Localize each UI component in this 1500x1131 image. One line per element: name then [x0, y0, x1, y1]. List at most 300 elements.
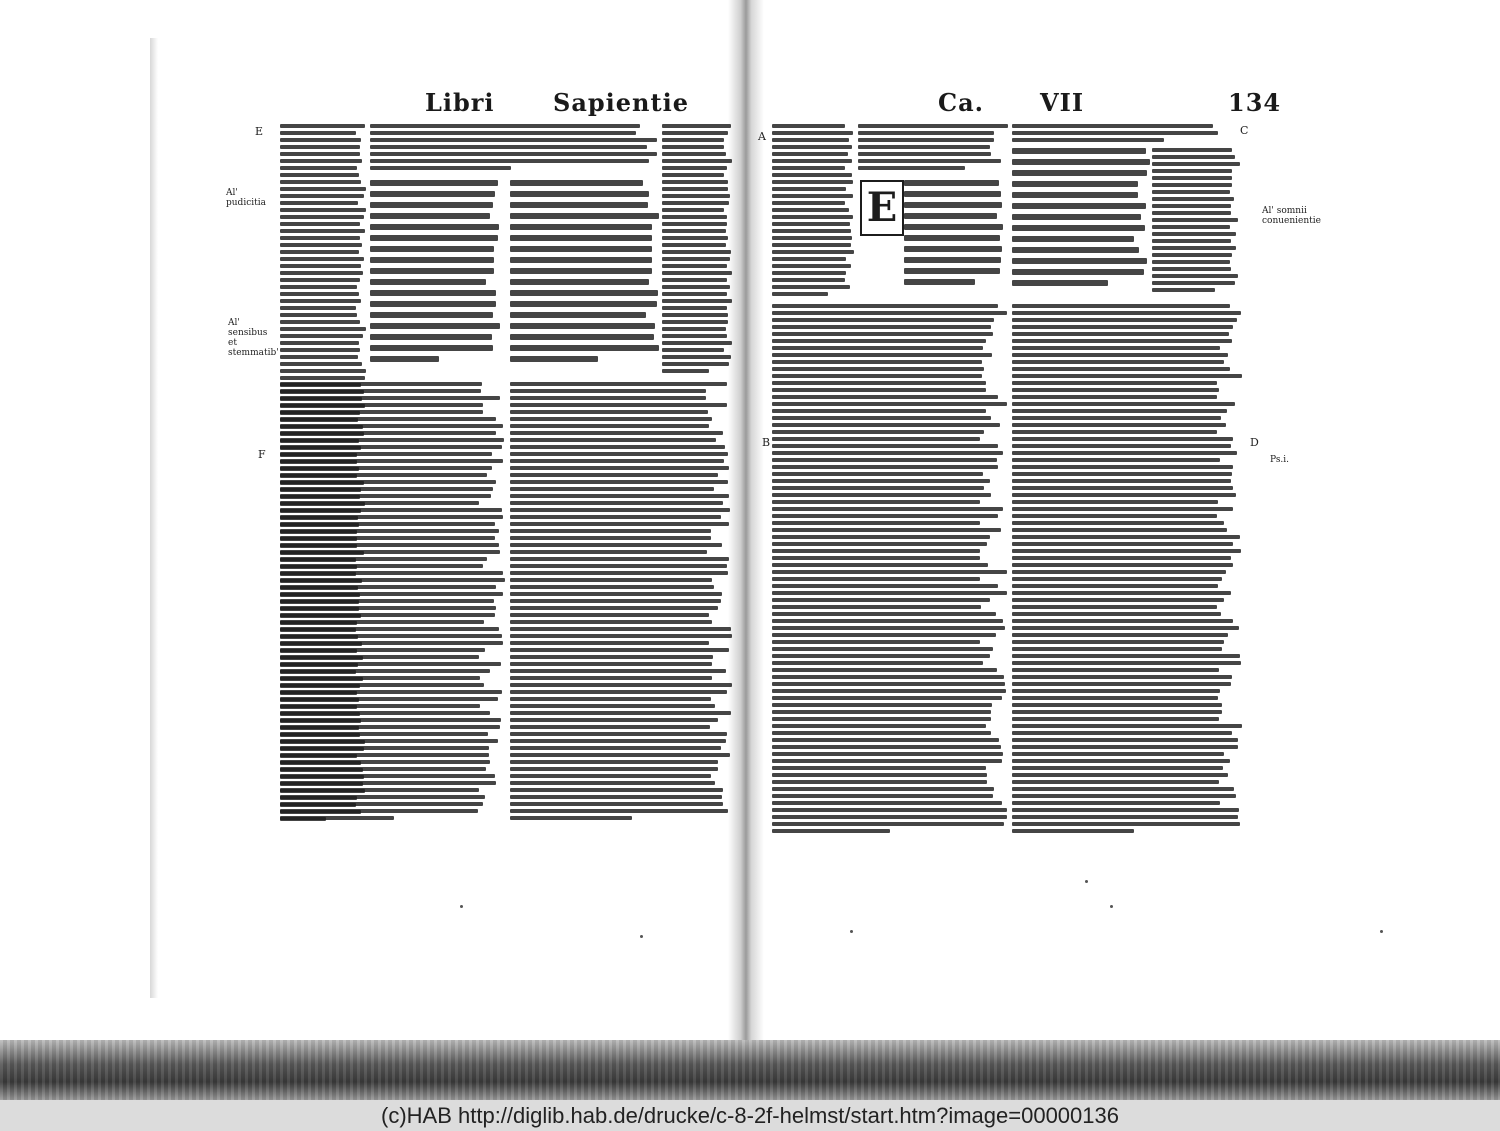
text-line: [280, 292, 359, 296]
text-line: [904, 191, 1001, 197]
text-line: [772, 759, 1002, 763]
text-line: [1152, 162, 1240, 166]
text-line: [772, 829, 890, 833]
text-line: [1152, 253, 1232, 257]
text-line: [280, 417, 496, 421]
text-line: [280, 585, 496, 589]
text-line: [1012, 591, 1231, 595]
text-line: [1012, 521, 1224, 525]
text-line: [1012, 731, 1232, 735]
book-gutter: [728, 0, 764, 1040]
text-line: [510, 613, 709, 617]
text-line: [772, 187, 846, 191]
text-line: [772, 647, 993, 651]
text-line: [510, 382, 727, 386]
text-line: [280, 236, 360, 240]
text-line: [904, 246, 1002, 252]
text-line: [772, 451, 1003, 455]
text-line: [280, 243, 362, 247]
text-line: [510, 529, 711, 533]
text-line: [1012, 773, 1228, 777]
text-line: [1012, 360, 1224, 364]
text-line: [280, 396, 500, 400]
text-line: [1012, 577, 1222, 581]
text-line: [280, 627, 499, 631]
text-line: [1012, 780, 1219, 784]
text-line: [772, 514, 998, 518]
text-line: [1012, 465, 1233, 469]
text-line: [280, 424, 503, 428]
text-line: [280, 725, 500, 729]
gloss-top-left: [370, 124, 660, 176]
text-line: [1012, 738, 1238, 742]
copyright-footer: [0, 1100, 1500, 1131]
text-line: [772, 285, 850, 289]
gloss-top-right-a: [858, 124, 1008, 174]
text-line: [280, 662, 501, 666]
text-line: [1012, 247, 1139, 253]
text-line: [510, 508, 730, 512]
text-line: [510, 290, 658, 296]
text-line: [904, 268, 1000, 274]
text-line: [510, 224, 652, 230]
text-line: [772, 138, 849, 142]
text-line: [772, 822, 1004, 826]
text-line: [280, 299, 361, 303]
text-line: [280, 613, 495, 617]
text-line: [280, 166, 357, 170]
text-line: [1012, 258, 1147, 264]
text-line: [772, 619, 1003, 623]
text-line: [662, 271, 732, 275]
text-line: [772, 444, 998, 448]
text-line: [772, 353, 992, 357]
gloss-bottom-left-b: [510, 382, 732, 827]
text-line: [280, 222, 360, 226]
text-line: [772, 152, 848, 156]
text-line: [772, 423, 1000, 427]
text-line: [662, 187, 728, 191]
text-line: [280, 313, 357, 317]
text-line: [510, 323, 655, 329]
text-line: [1012, 181, 1138, 187]
text-line: [772, 402, 1007, 406]
main-text-column-right-b: [1012, 148, 1150, 298]
text-line: [280, 732, 488, 736]
folio-number: 134: [1228, 88, 1282, 117]
text-line: [1012, 416, 1221, 420]
text-line: [510, 550, 707, 554]
text-line: [510, 662, 712, 666]
text-line: [662, 215, 727, 219]
text-line: [1152, 155, 1235, 159]
text-line: [662, 334, 727, 338]
text-line: [1012, 661, 1241, 665]
text-line: [1012, 507, 1233, 511]
text-line: [510, 180, 643, 186]
text-line: [1012, 402, 1235, 406]
text-line: [280, 578, 505, 582]
text-line: [1012, 514, 1217, 518]
text-line: [772, 787, 994, 791]
text-line: [772, 710, 991, 714]
text-line: [280, 138, 361, 142]
text-line: [510, 732, 727, 736]
text-line: [510, 620, 712, 624]
text-line: [1012, 612, 1221, 616]
text-line: [370, 131, 636, 135]
text-line: [1152, 176, 1232, 180]
text-line: [772, 208, 849, 212]
text-line: [1012, 675, 1232, 679]
text-line: [510, 634, 732, 638]
text-line: [1012, 192, 1138, 198]
text-line: [1012, 759, 1230, 763]
text-line: [1012, 654, 1240, 658]
text-line: [280, 697, 498, 701]
text-line: [1012, 148, 1146, 154]
marker-e: E: [255, 125, 264, 138]
text-line: [280, 376, 365, 380]
text-line: [510, 445, 725, 449]
text-line: [280, 131, 356, 135]
marker-d: D: [1250, 436, 1259, 449]
text-line: [370, 235, 498, 241]
text-line: [510, 781, 715, 785]
text-line: [1012, 493, 1236, 497]
text-line: [772, 381, 986, 385]
text-line: [772, 339, 986, 343]
text-line: [772, 131, 853, 135]
drop-initial-letter: E: [860, 180, 904, 236]
text-line: [510, 452, 728, 456]
text-line: [280, 410, 483, 414]
text-line: [510, 257, 652, 263]
text-line: [280, 739, 498, 743]
text-line: [772, 180, 853, 184]
text-line: [280, 781, 496, 785]
text-line: [904, 224, 1003, 230]
text-line: [280, 180, 361, 184]
text-line: [772, 472, 983, 476]
text-line: [510, 718, 718, 722]
text-line: [772, 696, 1002, 700]
text-line: [772, 194, 853, 198]
text-line: [510, 312, 646, 318]
text-line: [1012, 388, 1219, 392]
text-line: [1152, 267, 1231, 271]
text-line: [772, 201, 845, 205]
text-line: [510, 301, 657, 307]
text-line: [772, 507, 1003, 511]
gloss-column-left-inner: [662, 124, 732, 379]
text-line: [858, 131, 994, 135]
text-line: [280, 753, 489, 757]
text-line: [772, 222, 850, 226]
text-line: [662, 222, 727, 226]
text-line: [1012, 367, 1230, 371]
text-line: [1152, 281, 1235, 285]
text-line: [1152, 288, 1215, 292]
text-line: [280, 348, 360, 352]
text-line: [1012, 203, 1146, 209]
text-line: [510, 466, 729, 470]
text-line: [280, 306, 356, 310]
text-line: [280, 159, 362, 163]
text-line: [1012, 689, 1220, 693]
text-line: [280, 704, 480, 708]
text-line: [370, 166, 511, 170]
text-line: [772, 159, 852, 163]
text-line: [280, 438, 504, 442]
marker-c: C: [1240, 124, 1249, 137]
text-line: [510, 774, 711, 778]
text-line: [772, 626, 1005, 630]
text-line: [510, 501, 723, 505]
text-line: [280, 187, 366, 191]
text-line: [662, 124, 731, 128]
text-line: [510, 809, 728, 813]
text-line: [370, 312, 493, 318]
text-line: [1012, 808, 1239, 812]
text-line: [858, 124, 1008, 128]
text-line: [1012, 458, 1220, 462]
text-line: [510, 704, 715, 708]
text-line: [370, 145, 647, 149]
text-line: [370, 257, 494, 263]
text-line: [1012, 822, 1240, 826]
text-line: [280, 480, 496, 484]
text-line: [1012, 170, 1147, 176]
text-line: [510, 760, 718, 764]
text-line: [772, 528, 1001, 532]
text-line: [280, 620, 484, 624]
text-line: [772, 738, 999, 742]
text-line: [510, 235, 652, 241]
text-line: [1152, 260, 1230, 264]
text-line: [370, 213, 490, 219]
text-line: [370, 246, 494, 252]
gloss-bottom-left-a: [280, 382, 505, 827]
text-line: [1012, 563, 1233, 567]
text-line: [1012, 696, 1218, 700]
text-line: [1012, 269, 1144, 275]
running-head-libri: Libri: [425, 88, 495, 117]
marker-f: F: [258, 448, 266, 461]
text-line: [1152, 274, 1238, 278]
text-line: [1012, 752, 1224, 756]
text-line: [280, 718, 501, 722]
text-line: [772, 633, 996, 637]
text-line: [1012, 605, 1217, 609]
text-line: [772, 430, 984, 434]
text-line: [280, 341, 359, 345]
text-line: [772, 500, 980, 504]
text-line: [280, 655, 479, 659]
text-line: [1012, 486, 1233, 490]
marker-a: A: [758, 130, 766, 143]
text-line: [280, 599, 494, 603]
text-line: [510, 697, 711, 701]
text-line: [662, 362, 729, 366]
text-line: [1012, 829, 1134, 833]
text-line: [280, 285, 357, 289]
text-line: [1012, 500, 1218, 504]
text-line: [510, 424, 709, 428]
text-line: [1012, 353, 1228, 357]
text-line: [1152, 169, 1232, 173]
side-note-somnii: Al' somnii conuenientie: [1262, 206, 1321, 226]
text-line: [1012, 787, 1234, 791]
text-line: [1012, 381, 1217, 385]
text-line: [1012, 311, 1241, 315]
running-head-ca: Ca.: [938, 88, 985, 117]
text-line: [772, 409, 986, 413]
text-line: [1012, 535, 1240, 539]
text-line: [1012, 138, 1164, 142]
text-line: [772, 332, 993, 336]
text-line: [1012, 556, 1231, 560]
text-line: [1012, 745, 1238, 749]
text-line: [772, 360, 982, 364]
text-line: [772, 437, 980, 441]
text-line: [662, 250, 731, 254]
text-line: [280, 445, 502, 449]
text-line: [1152, 246, 1236, 250]
text-line: [280, 501, 479, 505]
text-line: [1012, 710, 1222, 714]
text-line: [662, 327, 726, 331]
text-line: [510, 487, 714, 491]
text-line: [510, 739, 726, 743]
text-line: [772, 689, 1006, 693]
text-line: [1012, 395, 1217, 399]
text-line: [280, 403, 483, 407]
text-line: [772, 292, 828, 296]
text-line: [1152, 190, 1230, 194]
text-line: [370, 202, 493, 208]
text-line: [662, 285, 730, 289]
text-line: [280, 767, 486, 771]
text-line: [510, 802, 723, 806]
text-line: [280, 592, 503, 596]
text-line: [1012, 584, 1218, 588]
text-line: [1012, 339, 1232, 343]
text-line: [510, 417, 712, 421]
text-line: [510, 246, 652, 252]
text-line: [510, 627, 731, 631]
text-line: [510, 396, 706, 400]
text-line: [280, 508, 502, 512]
text-line: [772, 724, 986, 728]
text-line: [510, 356, 598, 362]
text-line: [662, 138, 724, 142]
text-line: [510, 522, 729, 526]
text-line: [510, 459, 724, 463]
text-line: [280, 201, 358, 205]
scanner-bed-edge: [0, 1040, 1500, 1100]
text-line: [1152, 239, 1231, 243]
text-line: [1012, 325, 1233, 329]
text-line: [510, 648, 729, 652]
text-line: [904, 279, 975, 285]
text-line: [772, 605, 981, 609]
text-line: [904, 213, 997, 219]
text-line: [1012, 225, 1145, 231]
text-line: [772, 493, 991, 497]
text-line: [772, 124, 845, 128]
text-line: [510, 578, 712, 582]
text-line: [1012, 717, 1219, 721]
text-line: [280, 746, 489, 750]
text-line: [510, 592, 722, 596]
text-line: [904, 257, 1001, 263]
text-line: [772, 271, 846, 275]
text-line: [904, 202, 1002, 208]
text-line: [1152, 211, 1231, 215]
text-line: [772, 794, 993, 798]
text-line: [904, 180, 999, 186]
text-line: [772, 264, 851, 268]
text-line: [1012, 640, 1224, 644]
text-line: [662, 355, 731, 359]
text-line: [510, 480, 728, 484]
text-line: [510, 655, 713, 659]
text-line: [1012, 794, 1236, 798]
text-line: [662, 292, 727, 296]
text-line: [280, 389, 481, 393]
text-line: [510, 585, 714, 589]
text-line: [772, 668, 997, 672]
main-text-column-left-b: [510, 180, 660, 375]
text-line: [772, 257, 846, 261]
text-line: [280, 320, 360, 324]
text-line: [1012, 528, 1227, 532]
text-line: [370, 159, 649, 163]
text-line: [280, 564, 483, 568]
text-line: [1012, 682, 1231, 686]
text-line: [370, 224, 499, 230]
text-line: [280, 362, 362, 366]
text-line: [1012, 633, 1228, 637]
text-line: [772, 815, 1007, 819]
text-line: [280, 515, 503, 519]
text-line: [772, 311, 1007, 315]
text-line: [662, 229, 726, 233]
text-line: [772, 416, 991, 420]
text-line: [280, 382, 482, 386]
text-line: [280, 634, 502, 638]
text-line: [370, 334, 492, 340]
text-line: [1012, 346, 1220, 350]
text-line: [1152, 197, 1234, 201]
text-line: [772, 598, 990, 602]
text-line: [772, 374, 982, 378]
text-line: [510, 515, 721, 519]
text-line: [858, 166, 965, 170]
text-line: [280, 788, 479, 792]
text-line: [662, 180, 728, 184]
text-line: [772, 584, 998, 588]
text-line: [1012, 131, 1218, 135]
text-line: [510, 334, 654, 340]
text-line: [662, 131, 728, 135]
text-line: [662, 173, 724, 177]
marker-b: B: [762, 436, 771, 449]
text-line: [662, 278, 727, 282]
text-line: [772, 304, 998, 308]
text-line: [280, 473, 487, 477]
